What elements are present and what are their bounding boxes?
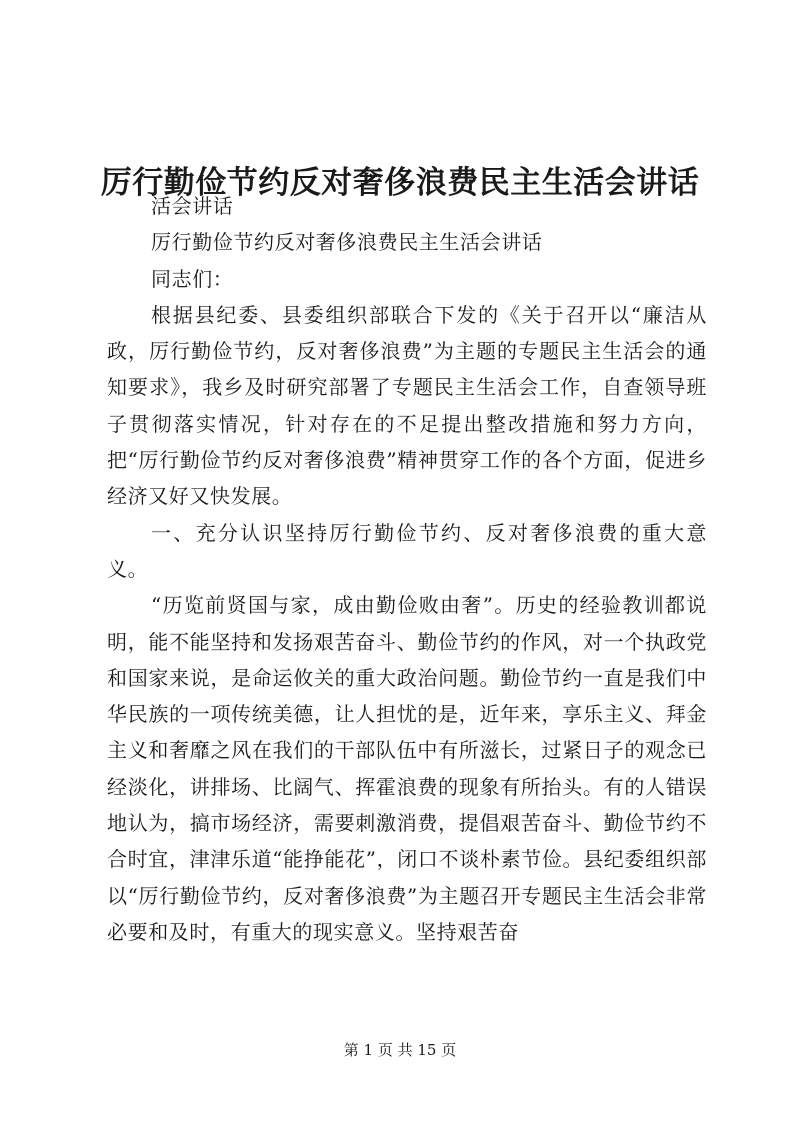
paragraph-heading: 厉行勤俭节约反对奢侈浪费民主生活会讲话 (151, 230, 543, 255)
page-number: 第 1 页 共 15 页 (343, 1041, 457, 1059)
section-heading: 一、充分认识坚持厉行勤俭节约、反对奢侈浪费的重大意义。 (107, 520, 707, 581)
document-title: 厉行勤俭节约反对奢侈浪费民主生活会讲话 (100, 164, 700, 201)
paragraph-body: “历览前贤国与家，成由勤俭败由奢”。历史的经验教训都说明，能不能坚持和发扬艰苦奋斗、勤俭节约的作风，对一个执政党和国家来说，是命运攸关的重大政治问题。勤俭节约一直是我们中华民族的一项传统美德，让人担忧的是，近年来，享乐主义、拜金主义和奢靡之风在我们的干部队伍中有所滋长，过紧日子的观念已经淡化，讲排场、比阔气、挥霍浪费的现象有所抬头。有的人错误地认为，搞市场经济，需要刺激消费，提倡艰苦奋斗、勤俭节约不合时宜，津津乐道“能挣能花”，闭口不谈朴素节俭。县纪委组织部以“厉行勤俭节约，反对奢侈浪费”为主题召开专题民主生活会非常必要和及时，有重大的现实意义。坚持艰苦奋 (107, 593, 707, 944)
document-body (107, 188, 707, 950)
paragraph-intro: 根据县纪委、县委组织部联合下发的《关于召开以“廉洁从政，厉行勤俭节约，反对奢侈浪费”为主题的专题民主生活会的通知要求》，我乡及时研究部署了专题民主生活会工作，自查领导班子贯彻落实情况，针对存在的不足提出整改措施和努力方向，把“厉行勤俭节约反对奢侈浪费”精神贯穿工作的各个方面，促进乡经济又好又快发展。 (107, 302, 707, 509)
paragraph-subtitle: 活会讲话 (151, 194, 234, 218)
paragraph-salutation: 同志们： (151, 266, 234, 291)
